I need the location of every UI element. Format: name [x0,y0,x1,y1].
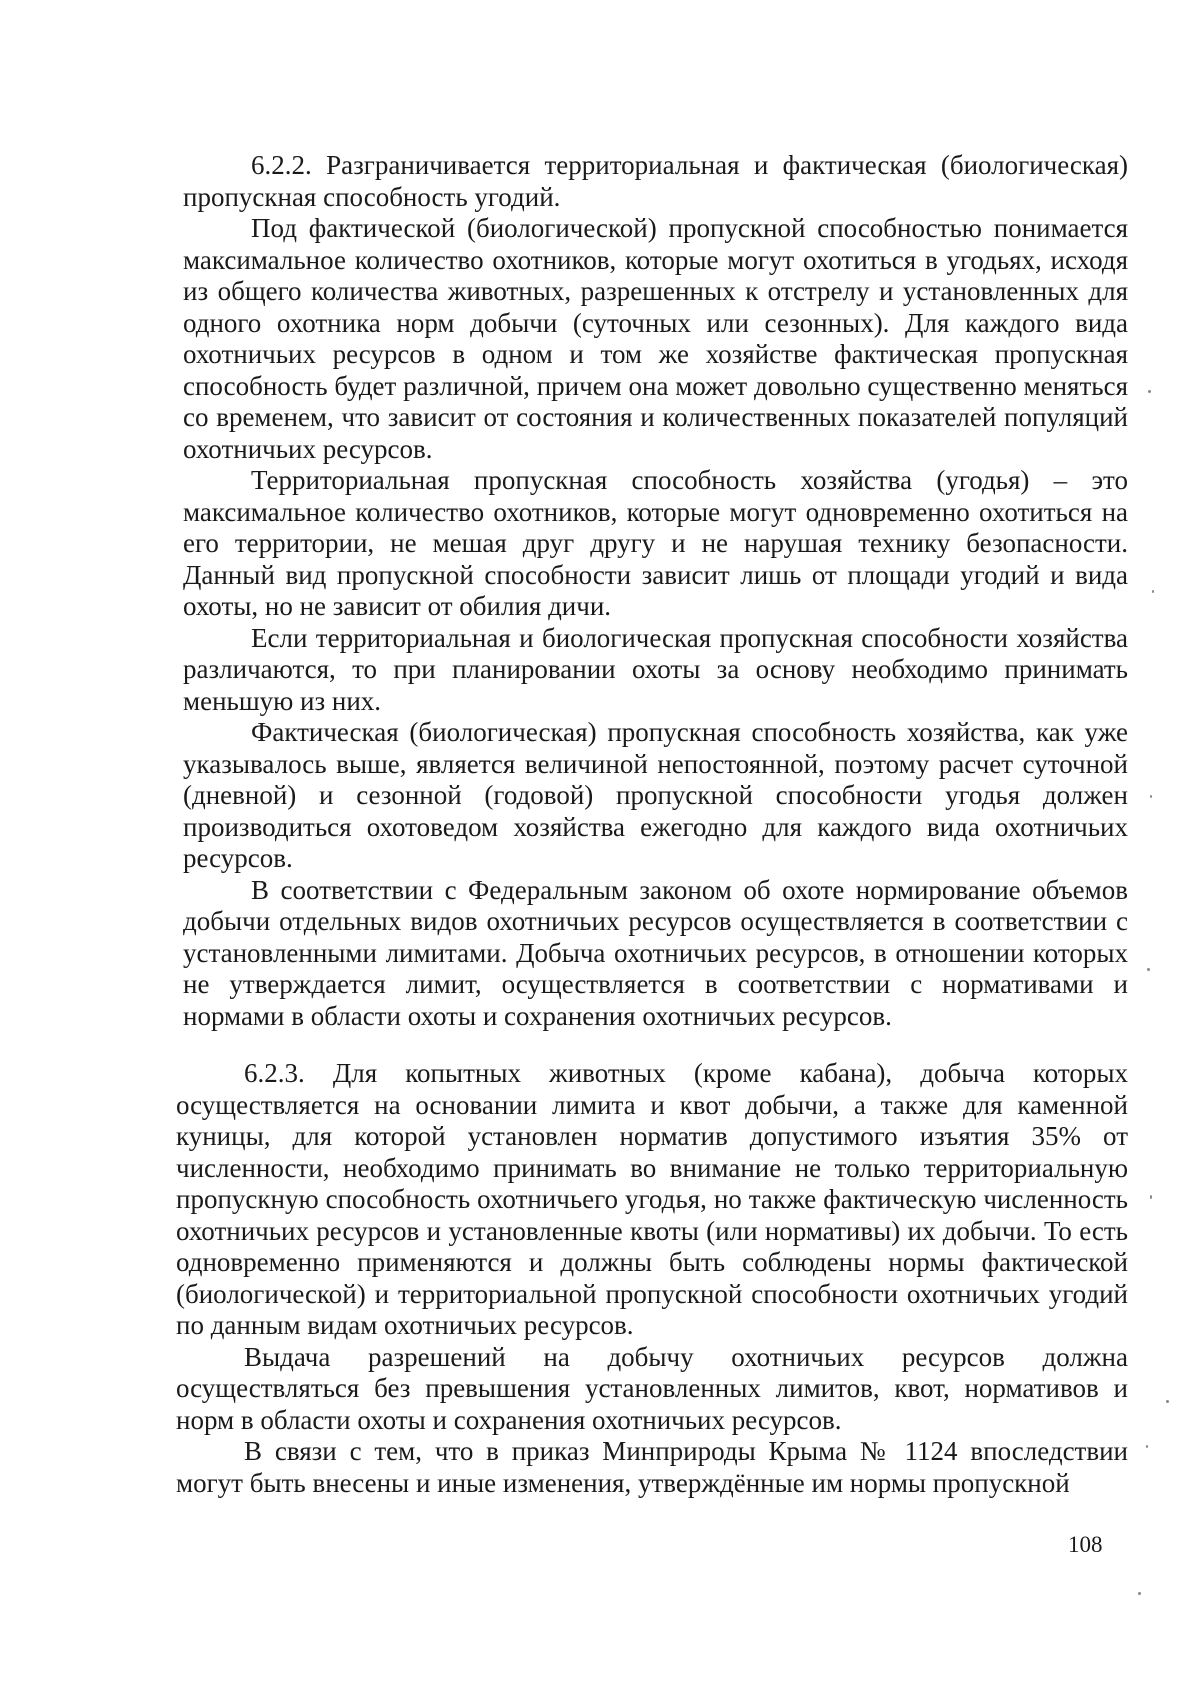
scan-speck [1150,795,1152,798]
paragraph-annual-calculation: Фактическая (биологическая) пропускная способность хозяйства, как уже указывалось выше, является величиной непостоянной, поэтому расчет суточной (дневной) и сезонной (годовой) пропускной способности угодья должен производиться охотоведом хозяйства ежегодно для каждого вида охотничьих ресурсов. [183,717,1128,873]
scan-speck [1150,1195,1152,1199]
paragraph-capacity-comparison: Если территориальная и биологическая пропускная способности хозяйства различаются, то при планировании охоты за основу необходимо принимать меньшую из них. [183,622,1128,716]
paragraph-permit-issuance: Выдача разрешений на добычу охотничьих ресурсов должна осуществляться без превышения установленных лимитов, квот, нормативов и норм в области охоты и сохранения охотничьих ресурсов. [176,1341,1128,1435]
paragraph-6-2-2: 6.2.2. Разграничивается территориальная и фактическая (биологическая) пропускная способность угодий. [183,150,1128,212]
scan-speck [1138,1592,1141,1595]
paragraph-order-1124: В связи с тем, что в приказ Минприроды Крыма № 1124 впоследствии могут быть внесены и иные изменения, утверждённые им нормы пропускной [176,1436,1128,1498]
document-body-upper [183,150,1128,1032]
paragraph-federal-law: В соответствии с Федеральным законом об охоте нормирование объемов добычи отдельных видов охотничьих ресурсов осуществляется в соответствии с установленными лимитами. Добыча охотничьих ресурсов, в отношении которых не утверждается лимит, осуществляется в соответствии с нормативами и нормами в области охоты и сохранения охотничьих ресурсов. [183,874,1128,1031]
paragraph-actual-capacity: Под фактической (биологической) пропускной способностью понимается максимальное количество охотников, которые могут охотиться в угодьях, исходя из общего количества животных, разрешенных к отстрелу и установленных для одного охотника норм добычи (суточных или сезонных). Для каждого вида охотничьих ресурсов в одном и том же хозяйстве фактическая пропускная способность будет различной, причем она может довольно существенно меняться со временем, что зависит от состояния и количественных показателей популяций охотничьих ресурсов. [183,213,1128,464]
scan-speck [1166,1400,1169,1403]
paragraph-6-2-3: 6.2.3. Для копытных животных (кроме кабана), добыча которых осуществляется на основании лимита и квот добычи, а также для каменной куницы, для которой установлен норматив допустимого изъятия 35% от численности, необходимо принимать во внимание не только территориальную пропускную способность охотничьего угодья, но также фактическую численность охотничьих ресурсов и установленные квоты (или нормативы) их добычи. То есть одновременно применяются и должны быть соблюдены нормы фактической (биологической) и территориальной пропускной способности охотничьих угодий по данным видам охотничьих ресурсов. [176,1058,1128,1340]
scan-speck [1146,1445,1148,1448]
scan-speck [1148,390,1151,393]
scan-speck [1152,590,1154,593]
page-number: 108 [1068,1532,1103,1557]
document-body-lower [176,1058,1128,1499]
scan-speck [1147,968,1150,971]
paragraph-territorial-capacity: Территориальная пропускная способность хозяйства (угодья) – это максимальное количество охотников, которые могут одновременно охотиться на его территории, не мешая друг другу и не нарушая технику безопасности. Данный вид пропускной способности зависит лишь от площади угодий и вида охоты, но не зависит от обилия дичи. [183,465,1128,621]
